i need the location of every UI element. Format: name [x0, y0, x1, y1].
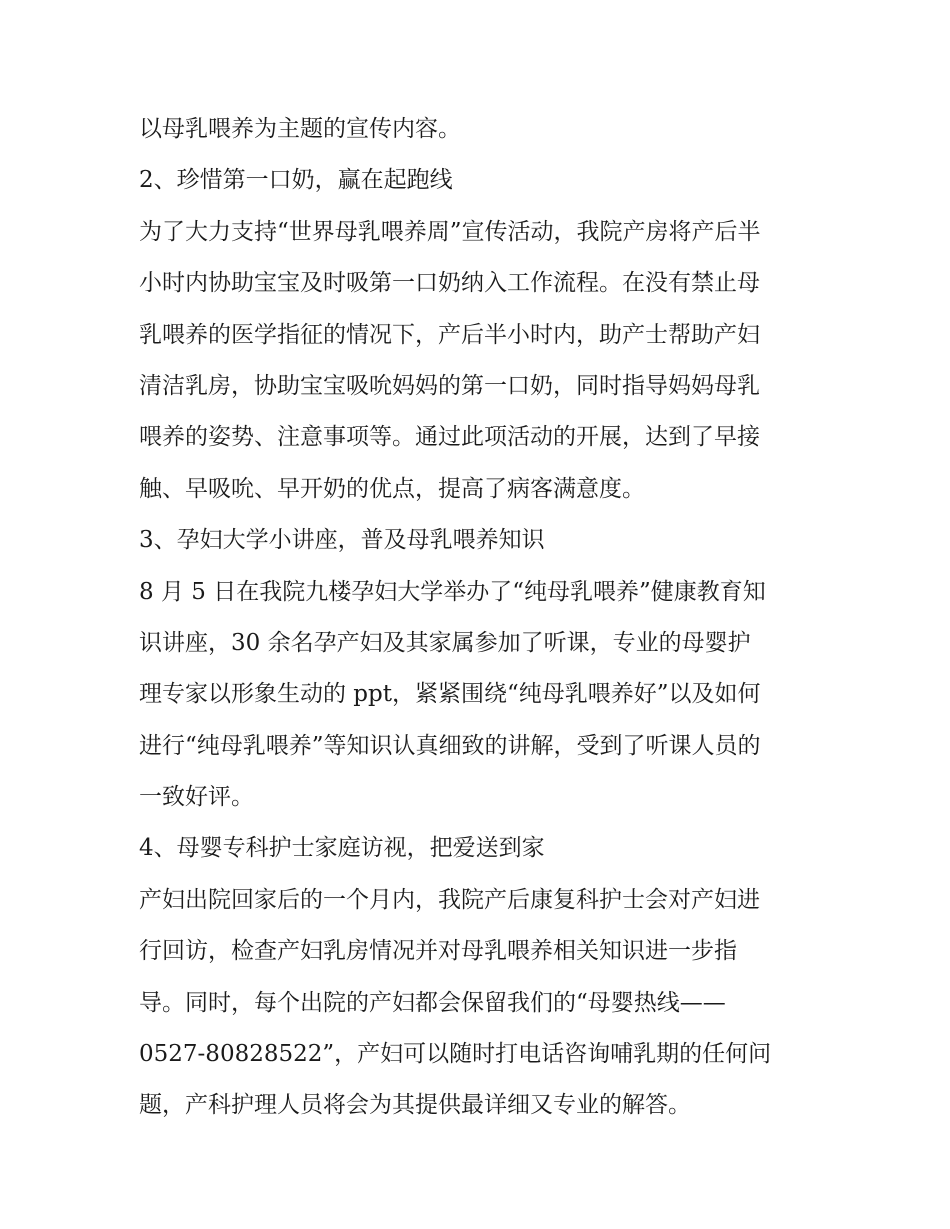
text-line: 题，产科护理人员将会为其提供最详细又专业的解答。 [139, 1092, 691, 1119]
section-heading: 3、孕妇大学小讲座，普及母乳喂养知识 [139, 527, 545, 554]
section-heading: 4、母婴专科护士家庭访视，把爱送到家 [139, 835, 545, 862]
text-line: 理专家以形象生动的 ppt，紧紧围绕“纯母乳喂养好”以及如何 [139, 681, 761, 708]
text-line: 乳喂养的医学指征的情况下，产后半小时内，助产士帮助产妇 [139, 321, 760, 348]
text-line: 8 月 5 日在我院九楼孕妇大学举办了“纯母乳喂养”健康教育知 [139, 578, 766, 605]
text-line: 导。同时，每个出院的产妇都会保留我们的“母婴热线—— [139, 989, 726, 1016]
text-line: 产妇出院回家后的一个月内，我院产后康复科护士会对产妇进 [139, 886, 760, 913]
text-line: 触、早吸吮、早开奶的优点，提高了病客满意度。 [139, 475, 645, 502]
section-heading: 2、珍惜第一口奶，赢在起跑线 [139, 167, 453, 194]
text-line: 喂养的姿势、注意事项等。通过此项活动的开展，达到了早接 [139, 424, 760, 451]
text-line: 0527-80828522”，产妇可以随时打电话咨询哺乳期的任何问 [139, 1041, 772, 1068]
text-line: 清洁乳房，协助宝宝吸吮妈妈的第一口奶，同时指导妈妈母乳 [139, 372, 760, 399]
text-line: 进行“纯母乳喂养”等知识认真细致的讲解，受到了听课人员的 [139, 732, 761, 759]
text-line: 识讲座，30 余名孕产妇及其家属参加了听课，专业的母婴护 [139, 629, 751, 656]
text-line: 一致好评。 [139, 784, 254, 811]
document-body [139, 112, 829, 1140]
text-line: 小时内协助宝宝及时吸第一口奶纳入工作流程。在没有禁止母 [139, 270, 760, 297]
text-line: 行回访，检查产妇乳房情况并对母乳喂养相关知识进一步指 [139, 938, 737, 965]
text-line: 为了大力支持“世界母乳喂养周”宣传活动，我院产房将产后半 [139, 218, 761, 245]
text-line: 以母乳喂养为主题的宣传内容。 [139, 116, 461, 142]
